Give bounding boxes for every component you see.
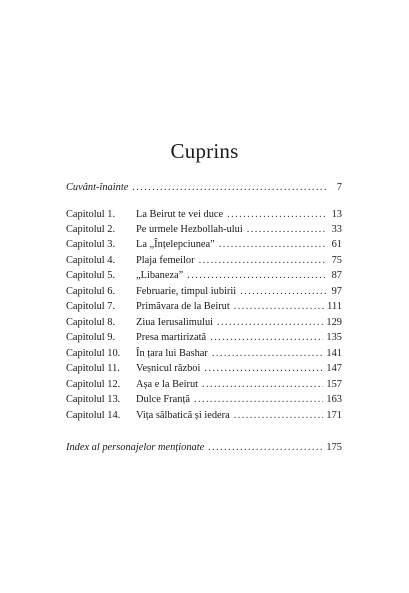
toc-entry-text: Cuvânt-înainte [66, 182, 129, 193]
chapter-label: Capitolul 14. [66, 410, 121, 421]
toc-title: Cuprins [170, 139, 239, 163]
toc-entry-chapter [66, 393, 342, 406]
toc-page-number: 129 [326, 317, 342, 328]
dot-leader [240, 285, 327, 298]
toc-page-number: 33 [331, 224, 342, 235]
chapter-title: Vița sălbatică și iedera [136, 410, 230, 421]
toc-page-number: 175 [326, 442, 342, 453]
chapter-label: Capitolul 4. [66, 255, 116, 266]
chapter-label: Capitolul 10. [66, 348, 121, 359]
chapter-label: Capitolul 12. [66, 379, 121, 390]
chapter-title: Presa martirizată [136, 332, 207, 343]
chapter-title: În țara lui Bashar [136, 348, 208, 359]
toc-page-number: 141 [326, 348, 342, 359]
chapter-title: Februarie, timpul iubirii [136, 286, 237, 297]
toc-page-number: 171 [326, 410, 342, 421]
dot-leader [212, 347, 324, 360]
toc-page-number: 13 [331, 209, 342, 220]
toc-entry-chapter [66, 269, 342, 282]
dot-leader [210, 331, 323, 344]
toc-page-number: 75 [331, 255, 342, 266]
toc-entry-chapter [66, 285, 342, 298]
chapter-label: Capitolul 9. [66, 332, 116, 343]
dot-leader [202, 378, 323, 391]
chapter-title: La „Înțelepciunea” [136, 239, 215, 250]
toc-entry-chapter [66, 409, 342, 422]
toc-entry-chapter [66, 378, 342, 391]
chapter-title: La Beirut te vei duce [136, 209, 224, 220]
chapter-label: Capitolul 1. [66, 209, 116, 220]
toc-entry-chapter [66, 347, 342, 360]
dot-leader [204, 362, 323, 375]
dot-leader [208, 441, 323, 454]
toc-page-number: 147 [326, 363, 342, 374]
toc-entry-chapter [66, 254, 342, 267]
dot-leader [217, 316, 323, 329]
toc-page-number: 157 [326, 379, 342, 390]
dot-leader [219, 238, 327, 251]
toc-page-number: 97 [331, 286, 342, 297]
dot-leader [247, 223, 327, 236]
toc-page-number: 111 [327, 301, 342, 312]
chapter-title: Ziua Ierusalimului [136, 317, 214, 328]
chapter-title: Pe urmele Hezbollah-ului [136, 224, 243, 235]
toc-entry-index [66, 441, 342, 454]
toc-entry-text: Index al personajelor menționate [66, 442, 205, 453]
dot-leader [194, 393, 323, 406]
chapter-title: Plaja femeilor [136, 255, 195, 266]
dot-leader [132, 181, 327, 194]
toc-entry-chapter [66, 238, 342, 251]
toc-entry-chapter [66, 300, 342, 313]
chapter-label: Capitolul 7. [66, 301, 116, 312]
toc-entry-chapter [66, 223, 342, 236]
chapter-label: Capitolul 3. [66, 239, 116, 250]
chapter-label: Capitolul 8. [66, 317, 116, 328]
chapter-label: Capitolul 13. [66, 394, 121, 405]
chapter-title: Așa e la Beirut [136, 379, 199, 390]
toc-page-number: 135 [326, 332, 342, 343]
toc-page-number: 87 [331, 270, 342, 281]
chapter-label: Capitolul 11. [66, 363, 120, 374]
chapter-label: Capitolul 6. [66, 286, 116, 297]
dot-leader [227, 208, 327, 221]
toc-page-number: 163 [326, 394, 342, 405]
toc-entry-preface [66, 181, 342, 194]
toc-entry-chapter [66, 316, 342, 329]
dot-leader [234, 300, 324, 313]
dot-leader [199, 254, 327, 267]
chapter-title: Primăvara de la Beirut [136, 301, 230, 312]
chapter-label: Capitolul 5. [66, 270, 116, 281]
dot-leader [234, 409, 324, 422]
chapter-label: Capitolul 2. [66, 224, 116, 235]
toc-page-number: 7 [336, 182, 342, 193]
chapter-title: Dulce Franță [136, 394, 190, 405]
chapter-title: „Libaneza” [136, 270, 184, 281]
dot-leader [187, 269, 327, 282]
toc-entry-chapter [66, 208, 342, 221]
toc-entry-chapter [66, 362, 342, 375]
toc-page-number: 61 [331, 239, 342, 250]
chapter-title: Veșnicul război [136, 363, 201, 374]
toc-entry-chapter [66, 331, 342, 344]
